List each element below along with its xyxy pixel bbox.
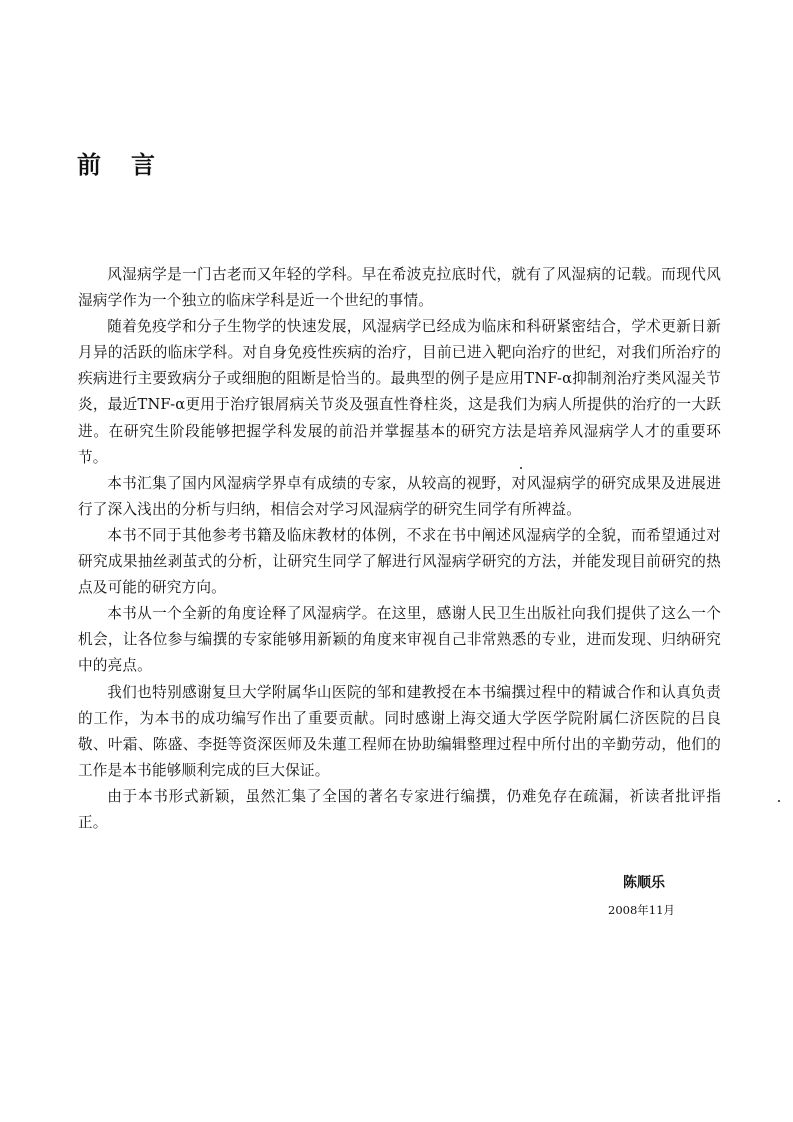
signature-date: 2008年11月 — [608, 903, 675, 917]
page-title: 前言 — [77, 151, 185, 180]
signature-author: 陈顺乐 — [623, 875, 665, 891]
paragraph-3: 本书汇集了国内风湿病学界卓有成绩的专家，从较高的视野，对风湿病学的研究成果及进展进行了深入浅出的分析与归纳，相信会对学习风湿病学的研究生同学有所裨益。 — [78, 474, 721, 518]
paragraph-2: 随着免疫学和分子生物学的快速发展，风湿病学已经成为临床和科研紧密结合，学术更新日新月异的活跃的临床学科。对自身免疫性疾病的治疗，目前已进入靶向治疗的世纪，对我们所治疗的疾病进行主要致病分子或细胞的阻断是恰当的。最典型的例子是应用TNF-α抑制剂治疗类风湿关节炎，最近TNF-α更用于治疗银屑病关节炎及强直性脊柱炎，这是我们为病人所提供的治疗的一大跃进。在研究生阶段能够把握学科发展的前沿并掌握基本的研究方法是培养风湿病学人才的重要环节。 — [78, 318, 721, 466]
paragraph-7: 由于本书形式新颖，虽然汇集了全国的著名专家进行编撰，仍难免存在疏漏，祈读者批评指正。 — [78, 787, 721, 831]
scan-speck — [778, 800, 780, 802]
paragraph-4: 本书不同于其他参考书籍及临床教材的体例，不求在书中阐述风湿病学的全貌，而希望通过对研究成果抽丝剥茧式的分析，让研究生同学了解进行风湿病学研究的方法，并能发现目前研究的热点及可能的研究方向。 — [78, 526, 721, 597]
preface-body — [78, 262, 721, 836]
paragraph-5: 本书从一个全新的角度诠释了风湿病学。在这里，感谢人民卫生出版社向我们提供了这么一个机会，让各位参与编撰的专家能够用新颖的角度来审视自己非常熟悉的专业，进而发现、归纳研究中的亮点。 — [78, 605, 721, 675]
paragraph-1: 风湿病学是一门古老而又年轻的学科。早在希波克拉底时代，就有了风湿病的记载。而现代风湿病学作为一个独立的临床学科是近一个世纪的事情。 — [78, 266, 721, 310]
paragraph-6: 我们也特别感谢复旦大学附属华山医院的邹和建教授在本书编撰过程中的精诚合作和认真负责的工作，为本书的成功编写作出了重要贡献。同时感谢上海交通大学医学院附属仁济医院的吕良敬、叶霜、陈盛、李挺等资深医师及朱蓮工程师在协助编辑整理过程中所付出的辛勤劳动，他们的工作是本书能够顺利完成的巨大保证。 — [78, 683, 721, 779]
scan-speck — [520, 467, 522, 469]
